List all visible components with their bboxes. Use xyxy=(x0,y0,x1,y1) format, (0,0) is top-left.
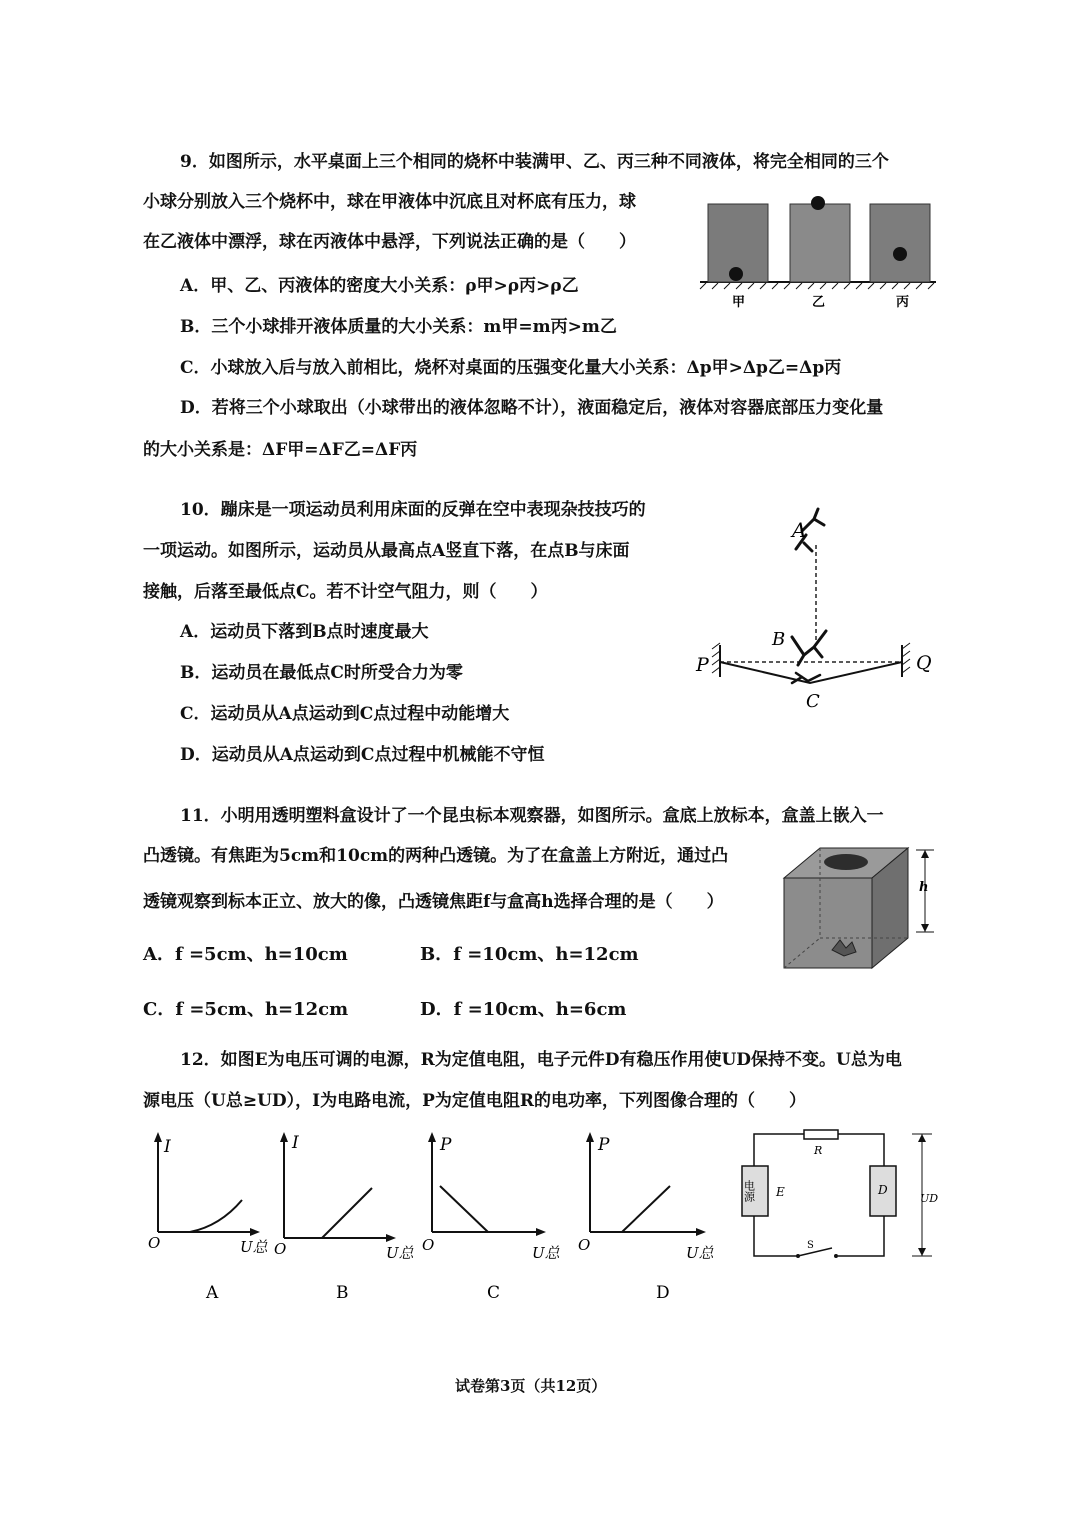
point-c-label: C xyxy=(806,691,820,712)
q12-graph-d xyxy=(574,1128,724,1318)
ball-jia xyxy=(729,267,743,281)
q9-stem-line2: 小球分别放入三个烧杯中，球在甲液体中沉底且对杯底有压力，球 xyxy=(143,192,636,212)
q9-option-b: B．三个小球排开液体质量的大小关系：m甲=m丙>m乙 xyxy=(180,317,617,337)
resistor-r xyxy=(804,1130,838,1139)
ball-bing xyxy=(893,247,907,261)
q10-option-c: C．运动员从A点运动到C点过程中动能增大 xyxy=(180,704,510,724)
graph-a-origin: O xyxy=(148,1234,161,1252)
q9-stem-line3: 在乙液体中漂浮，球在丙液体中悬浮，下列说法正确的是（ ） xyxy=(143,232,636,252)
ball-yi xyxy=(811,196,825,210)
q12-circuit-figure xyxy=(732,1124,942,1266)
q11-option-d: D．f =10cm、h=6cm xyxy=(420,999,627,1020)
graph-b-y-label: I xyxy=(292,1133,299,1153)
label-jia: 甲 xyxy=(732,295,746,310)
graph-d-x-label: U总 xyxy=(686,1244,714,1262)
q10-stem-line3: 接触，后落至最低点C。若不计空气阻力，则（ ） xyxy=(143,582,548,602)
graph-d-y-label: P xyxy=(598,1135,610,1155)
graph-c-x-label: U总 xyxy=(532,1244,560,1262)
height-label: h xyxy=(919,880,929,895)
graph-b-origin: O xyxy=(274,1240,287,1258)
resistor-label: R xyxy=(814,1144,823,1157)
q12-graph-c xyxy=(418,1128,558,1318)
switch-label: S xyxy=(807,1240,814,1251)
graph-a-x-label: U总 xyxy=(240,1238,268,1256)
q11-stem-line2: 凸透镜。有焦距为5cm和10cm的两种凸透镜。为了在盒盖上方附近，通过凸 xyxy=(143,846,729,866)
source-e-label: E xyxy=(776,1185,785,1199)
q9-stem-line1: 9．如图所示，水平桌面上三个相同的烧杯中装满甲、乙、丙三种不同液体，将完全相同的三个 xyxy=(180,152,889,172)
label-yi: 乙 xyxy=(812,295,826,310)
q9-beakers-figure xyxy=(698,188,940,312)
graph-d-label: D xyxy=(656,1283,670,1303)
q12-stem-line1: 12．如图E为电压可调的电源，R为定值电阻，电子元件D有稳压作用使UD保持不变。U总为电 xyxy=(180,1050,902,1070)
graph-c-y-label: P xyxy=(440,1135,452,1155)
beaker-yi xyxy=(790,204,850,282)
q11-option-b: B．f =10cm、h=12cm xyxy=(420,944,639,965)
graph-a-y-label: I xyxy=(164,1137,171,1157)
point-p-label: P xyxy=(696,654,709,676)
graph-c-origin: O xyxy=(422,1236,435,1254)
q10-option-a: A．运动员下落到B点时速度最大 xyxy=(180,622,429,642)
component-d-label: D xyxy=(878,1183,888,1197)
q10-stem-line2: 一项运动。如图所示，运动员从最高点A竖直下落，在点B与床面 xyxy=(143,541,630,561)
q11-box-figure xyxy=(782,842,942,972)
source-label: 电源 xyxy=(742,1180,756,1202)
q10-option-d: D．运动员从A点运动到C点过程中机械能不守恒 xyxy=(180,745,545,765)
point-b-label: B xyxy=(772,629,786,650)
q9-option-d-line2: 的大小关系是：ΔF甲=ΔF乙=ΔF丙 xyxy=(143,440,418,460)
q10-trampoline-figure xyxy=(692,505,942,725)
q11-option-a: A．f =5cm、h=10cm xyxy=(143,944,348,965)
graph-b-x-label: U总 xyxy=(386,1244,414,1262)
graph-c-label: C xyxy=(487,1283,501,1303)
graph-a-label: A xyxy=(206,1283,219,1303)
voltage-ud-label: UD xyxy=(920,1192,939,1205)
beaker-bing xyxy=(870,204,930,282)
point-q-label: Q xyxy=(916,652,932,674)
graph-b-label: B xyxy=(336,1283,349,1303)
q9-option-d-line1: D．若将三个小球取出（小球带出的液体忽略不计），液面稳定后，液体对容器底部压力变化量 xyxy=(180,398,884,418)
q12-stem-line2: 源电压（U总≥UD），I为电路电流，P为定值电阻R的电功率，下列图像合理的（ ） xyxy=(143,1091,806,1111)
q12-graph-a xyxy=(140,1128,270,1318)
q11-stem-line1: 11．小明用透明塑料盒设计了一个昆虫标本观察器，如图所示。盒底上放标本，盒盖上嵌入一 xyxy=(180,806,884,826)
q9-option-a: A．甲、乙、丙液体的密度大小关系：ρ甲>ρ丙>ρ乙 xyxy=(180,276,579,296)
q11-stem-line3: 透镜观察到标本正立、放大的像，凸透镜焦距f与盒高h选择合理的是（ ） xyxy=(143,892,724,912)
q11-option-c: C．f =5cm、h=12cm xyxy=(143,999,349,1020)
q10-stem-line1: 10．蹦床是一项运动员利用床面的反弹在空中表现杂技技巧的 xyxy=(180,500,646,520)
label-bing: 丙 xyxy=(896,295,910,310)
point-a-label: A xyxy=(792,518,807,542)
graph-d-origin: O xyxy=(578,1236,591,1254)
q9-option-c: C．小球放入后与放入前相比，烧杯对桌面的压强变化量大小关系：Δp甲>Δp乙=Δp丙 xyxy=(180,358,842,378)
q12-graph-b xyxy=(268,1128,414,1318)
page-footer: 试卷第3页（共12页） xyxy=(455,1377,607,1395)
lens xyxy=(824,854,868,870)
q10-option-b: B．运动员在最低点C时所受合力为零 xyxy=(180,663,463,683)
